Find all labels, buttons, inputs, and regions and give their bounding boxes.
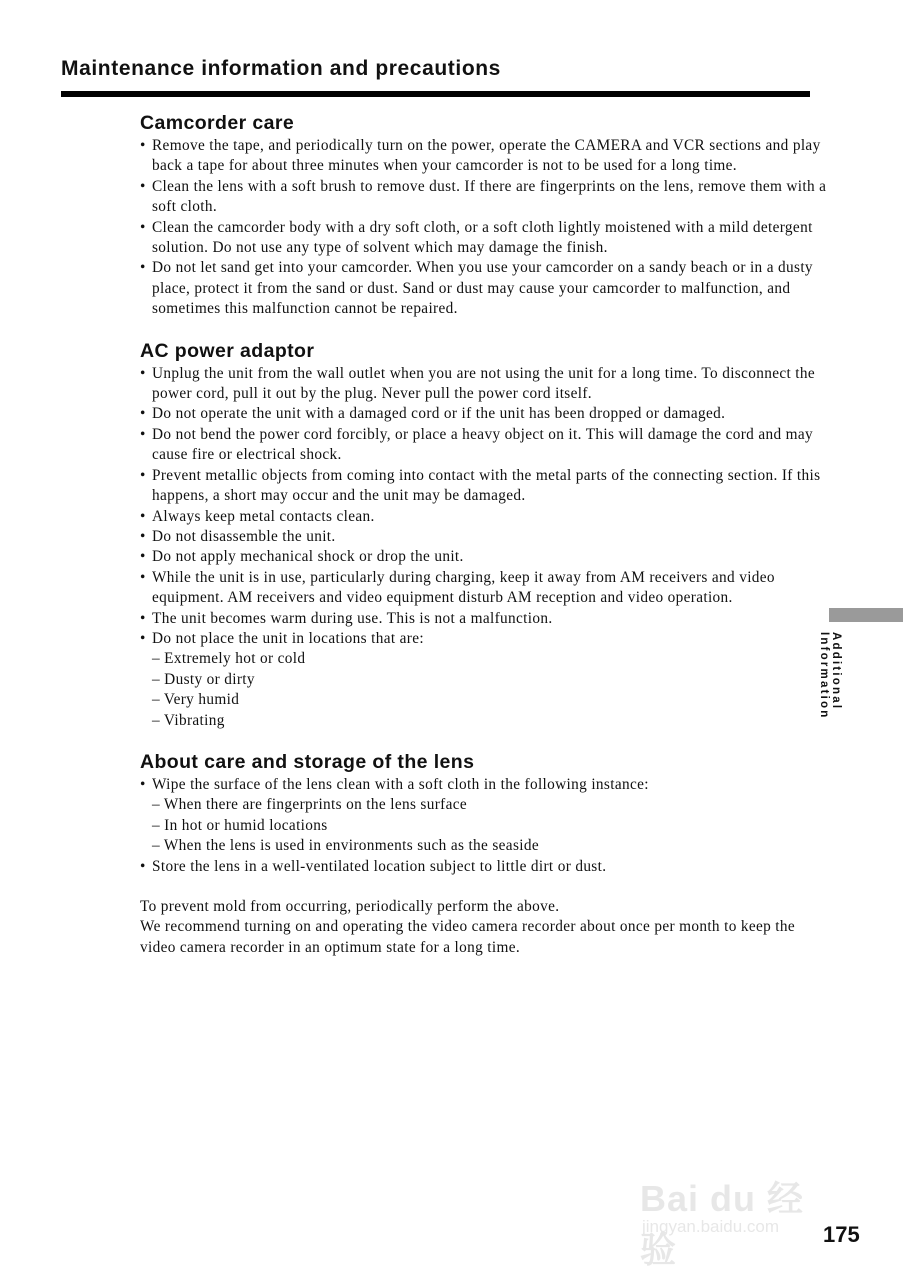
- bullet-icon: •: [140, 629, 146, 647]
- bullet-list: [140, 775, 830, 877]
- watermark-logo-text: Bai du 经验: [640, 1178, 805, 1270]
- watermark-logo: [640, 1145, 840, 1270]
- bullet-icon: •: [140, 857, 146, 875]
- main-content: [140, 110, 830, 958]
- bullet-text: Clean the camcorder body with a dry soft cloth, or a soft cloth lightly moistened with a mild detergent solution. Do not use any type of solvent which may damage the finish.: [152, 218, 813, 257]
- bullet-icon: •: [140, 259, 146, 277]
- sub-item: – Dusty or dirty: [152, 670, 255, 688]
- title-rule: [61, 91, 810, 97]
- bullet-icon: •: [140, 527, 146, 545]
- bullet-item: [140, 547, 830, 567]
- sub-item: – When there are fingerprints on the lens surface: [152, 796, 468, 814]
- bullet-text: Do not disassemble the unit.: [152, 527, 336, 545]
- section: [140, 110, 830, 320]
- bullet-text: The unit becomes warm during use. This is not a malfunction.: [152, 609, 553, 627]
- bullet-icon: •: [140, 548, 146, 566]
- closing-paragraph: We recommend turning on and operating the video camera recorder about once per month to keep the video camera recorder in an optimum state for a long time.: [140, 918, 796, 956]
- sub-item: – When the lens is used in environments such as the seaside: [152, 837, 539, 855]
- bullet-item: [140, 218, 830, 259]
- bullet-icon: •: [140, 364, 146, 382]
- bullet-icon: •: [140, 507, 146, 525]
- sub-item: – In hot or humid locations: [152, 816, 328, 834]
- side-section-label: Additional Information: [818, 632, 842, 720]
- bullet-item: [140, 507, 830, 527]
- page-number: 175: [823, 1222, 860, 1247]
- section-heading: About care and storage of the lens: [140, 750, 475, 773]
- bullet-icon: •: [140, 775, 146, 793]
- bullet-item: [140, 404, 830, 424]
- section: [140, 749, 830, 877]
- bullet-icon: •: [140, 568, 146, 586]
- bullet-text: Do not apply mechanical shock or drop the unit.: [152, 548, 464, 566]
- bullet-icon: •: [140, 137, 146, 154]
- watermark-url: jingyan.baidu.com: [642, 1217, 780, 1236]
- bullet-text: Always keep metal contacts clean.: [152, 507, 375, 525]
- bullet-text: Do not let sand get into your camcorder. When you use your camcorder on a sandy beach or in a dusty place, protect it from the sand or dust. Sand or dust may cause your camcorder to malfunction, and sometimes this malfunction cannot be repaired.: [152, 259, 813, 318]
- bullet-list: [140, 364, 830, 731]
- bullet-text: Clean the lens with a soft brush to remove dust. If there are fingerprints on the lens, remove them with a soft cloth.: [152, 177, 827, 216]
- bullet-icon: •: [140, 177, 146, 195]
- bullet-item: [140, 568, 830, 609]
- bullet-item: [140, 609, 830, 629]
- bullet-icon: •: [140, 609, 146, 627]
- bullet-text: Store the lens in a well-ventilated location subject to little dirt or dust.: [152, 857, 607, 875]
- bullet-item: [140, 177, 830, 218]
- bullet-item: [140, 629, 830, 649]
- section-tab: [829, 608, 903, 622]
- bullet-text: Do not operate the unit with a damaged cord or if the unit has been dropped or damaged.: [152, 405, 726, 423]
- bullet-icon: •: [140, 466, 146, 484]
- bullet-item: [140, 258, 830, 319]
- sub-item: – Extremely hot or cold: [152, 650, 306, 668]
- bullet-item: [140, 466, 830, 507]
- bullet-item: [140, 775, 830, 795]
- bullet-item: [140, 364, 830, 405]
- section-heading: AC power adaptor: [140, 339, 315, 362]
- bullet-text: Do not bend the power cord forcibly, or place a heavy object on it. This will damage the cord and may cause fire or electrical shock.: [152, 425, 814, 464]
- bullet-text: Unplug the unit from the wall outlet when you are not using the unit for a long time. To disconnect the power cord, pull it out by the plug. Never pull the power cord itself.: [152, 364, 816, 403]
- bullet-icon: •: [140, 218, 146, 236]
- section: [140, 338, 830, 731]
- bullet-icon: •: [140, 405, 146, 423]
- sub-item: – Very humid: [152, 691, 240, 709]
- bullet-text: Do not place the unit in locations that are:: [152, 629, 424, 647]
- bullet-text: Wipe the surface of the lens clean with a soft cloth in the following instance:: [152, 775, 649, 793]
- bullet-item: [140, 425, 830, 466]
- section-heading: Camcorder care: [140, 112, 295, 134]
- page-title: Maintenance information and precautions: [61, 57, 501, 80]
- bullet-text: Prevent metallic objects from coming into contact with the metal parts of the connecting section. If this happens, a short may occur and the unit may be damaged.: [152, 466, 821, 505]
- closing-notes: [140, 897, 830, 958]
- bullet-text: While the unit is in use, particularly during charging, keep it away from AM receivers and video equipment. AM receivers and video equipment disturb AM reception and video operation.: [152, 568, 775, 607]
- bullet-text: Remove the tape, and periodically turn on the power, operate the CAMERA and VCR sections and play back a tape for about three minutes when your camcorder is not to be used for a long time.: [152, 137, 821, 175]
- bullet-icon: •: [140, 425, 146, 443]
- bullet-item: [140, 136, 830, 177]
- closing-paragraph: To prevent mold from occurring, periodically perform the above.: [140, 898, 560, 915]
- bullet-item: [140, 857, 830, 877]
- bullet-item: [140, 527, 830, 547]
- sub-item: – Vibrating: [152, 711, 225, 729]
- bullet-list: [140, 136, 830, 320]
